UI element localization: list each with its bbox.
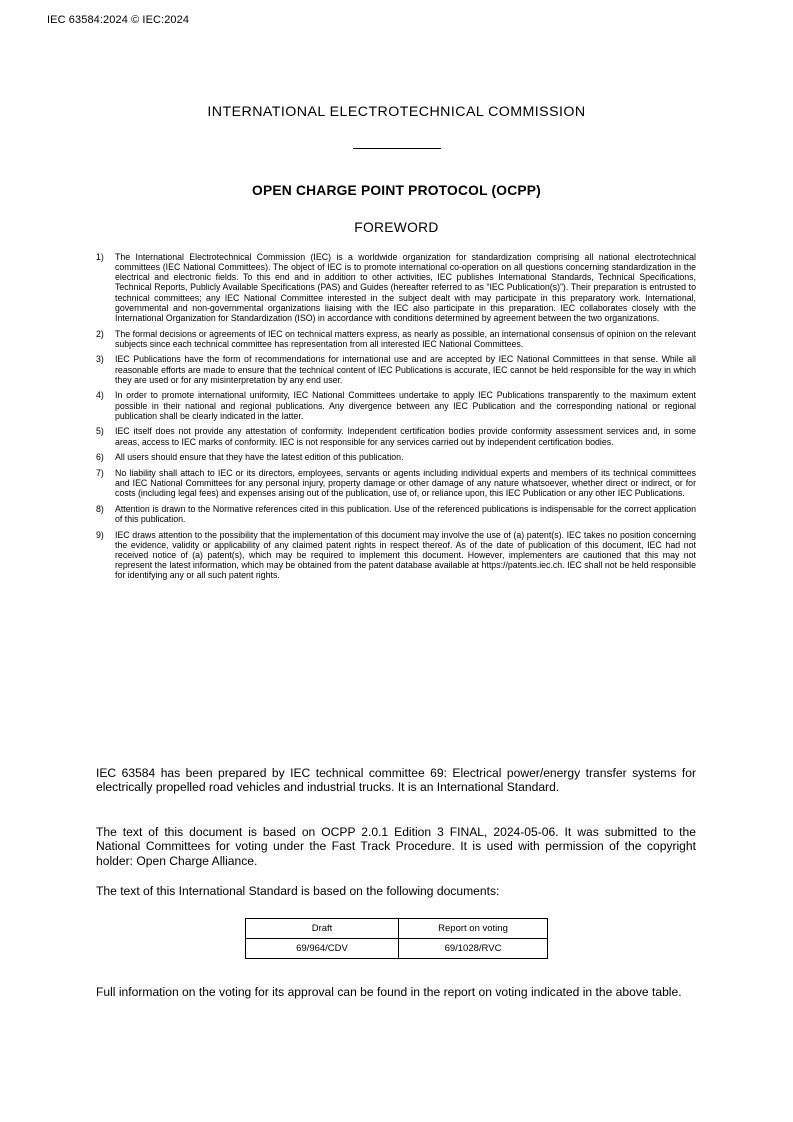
foreword-item-number: 5) xyxy=(96,426,104,437)
foreword-item-number: 3) xyxy=(96,354,104,365)
foreword-item-text: The International Electrotechnical Commission (IEC) is a worldwide organization for standardization comprising all national electrotechnical committees (IEC National Committees). The object of IEC is to promote international co-operation on all questions concerning standardization in the electrical and electronic fields. To this end and in addition to other activities, IEC publishes International Standards, Technical Specifications, Technical Reports, Publicly Available Specifications (PAS) and Guides (hereafter referred to as “IEC Publication(s)”). Their preparation is entrusted to technical committees; any IEC National Committee interested in the subject dealt with may participate in this preparatory work. International, governmental and non-governmental organizations liaising with the IEC also participate in this preparation. IEC collaborates closely with the International Organization for Standardization (ISO) in accordance with conditions determined by agreement between the two organizations. xyxy=(115,252,696,323)
foreword-item xyxy=(96,530,696,581)
foreword-item xyxy=(96,504,696,524)
foreword-item-number: 7) xyxy=(96,467,104,478)
foreword-item-number: 4) xyxy=(96,390,104,401)
based-on-paragraph: The text of this document is based on OCPP 2.0.1 Edition 3 FINAL, 2024-05-06. It was submitted to the National Committees for voting under the Fast Track Procedure. It is used with permission of the copyright holder: Open Charge Alliance. xyxy=(96,825,696,868)
organization-name: INTERNATIONAL ELECTROTECHNICAL COMMISSION xyxy=(207,104,586,120)
foreword-item-text: In order to promote international uniformity, IEC National Committees undertake to apply IEC Publications transparently to the maximum extent possible in their national and regional publications. Any divergence between any IEC Publication and the corresponding national or regional publication shall be clearly indicated in the latter. xyxy=(115,390,696,421)
document-title: OPEN CHARGE POINT PROTOCOL (OCPP) xyxy=(252,183,541,198)
foreword-item-text: IEC draws attention to the possibility that the implementation of this document may involve the use of (a) patent(s). IEC takes no position concerning the evidence, validity or applicability of any claimed patent rights in respect thereof. As of the date of publication of this document, IEC had not received notice of (a) patent(s), which may be required to implement this document. However, implementers are cautioned that this may not represent the latest information, which may be obtained from the patent database available at https://patents.iec.ch. IEC shall not be held responsible for identifying any or all such patent rights. xyxy=(115,529,696,581)
foreword-item-number: 1) xyxy=(96,252,104,262)
foreword-item-text: No liability shall attach to IEC or its directors, employees, servants or agents including individual experts and members of its technical committees and IEC National Committees for any personal injury, property damage or other damage of any nature whatsoever, whether direct or indirect, or for costs (including legal fees) and expenses arising out of the publication, use of, or reliance upon, this IEC Publication or any other IEC Publications. xyxy=(115,467,696,499)
foreword-list xyxy=(96,252,696,586)
table-header-row xyxy=(246,919,548,939)
table-cell-draft: 69/964/CDV xyxy=(246,939,399,959)
table-header-report-on-voting: Report on voting xyxy=(399,919,548,939)
foreword-item xyxy=(96,354,696,384)
foreword-item xyxy=(96,329,696,349)
foreword-item xyxy=(96,390,696,420)
foreword-item-number: 6) xyxy=(96,452,104,463)
foreword-item-text: IEC Publications have the form of recommendations for international use and are accepted by IEC National Committees in that sense. While all reasonable efforts are made to ensure that the technical content of IEC Publications is accurate, IEC cannot be held responsible for the way in which they are used or for any misinterpretation by any end user. xyxy=(115,354,696,385)
voting-info-paragraph: Full information on the voting for its approval can be found in the report on voting indicated in the above table. xyxy=(96,985,682,999)
foreword-item-text: IEC itself does not provide any attestation of conformity. Independent certification bodies provide conformity assessment services and, in some areas, access to IEC marks of conformity. IEC is not responsible for any services carried out by independent certification bodies. xyxy=(115,426,696,447)
foreword-item xyxy=(96,468,696,498)
foreword-item-number: 2) xyxy=(96,328,104,339)
foreword-item-number: 9) xyxy=(96,529,104,540)
page-header-reference: IEC 63584:2024 © IEC:2024 xyxy=(47,14,190,26)
table-cell-report: 69/1028/RVC xyxy=(399,939,548,959)
foreword-item-number: 8) xyxy=(96,503,104,514)
table-row xyxy=(246,939,548,959)
foreword-item xyxy=(96,452,696,462)
foreword-item-text: Attention is drawn to the Normative references cited in this publication. Use of the referenced publications is indispensable for the correct application of this publication. xyxy=(115,503,696,524)
foreword-item-text: The formal decisions or agreements of IEC on technical matters express, as nearly as possible, an international consensus of opinion on the relevant subjects since each technical committee has representation from all interested IEC National Committees. xyxy=(115,328,696,349)
documents-intro-paragraph: The text of this International Standard is based on the following documents: xyxy=(96,884,500,898)
voting-documents-table xyxy=(245,918,548,959)
prepared-by-paragraph: IEC 63584 has been prepared by IEC technical committee 69: Electrical power/energy transfer systems for electrically propelled road vehicles and industrial trucks. It is an International Standard. xyxy=(96,766,696,795)
title-divider xyxy=(353,148,441,149)
foreword-item xyxy=(96,426,696,446)
section-title: FOREWORD xyxy=(354,220,439,235)
foreword-item-text: All users should ensure that they have the latest edition of this publication. xyxy=(115,452,404,463)
foreword-item xyxy=(96,252,696,323)
table-header-draft: Draft xyxy=(246,919,399,939)
